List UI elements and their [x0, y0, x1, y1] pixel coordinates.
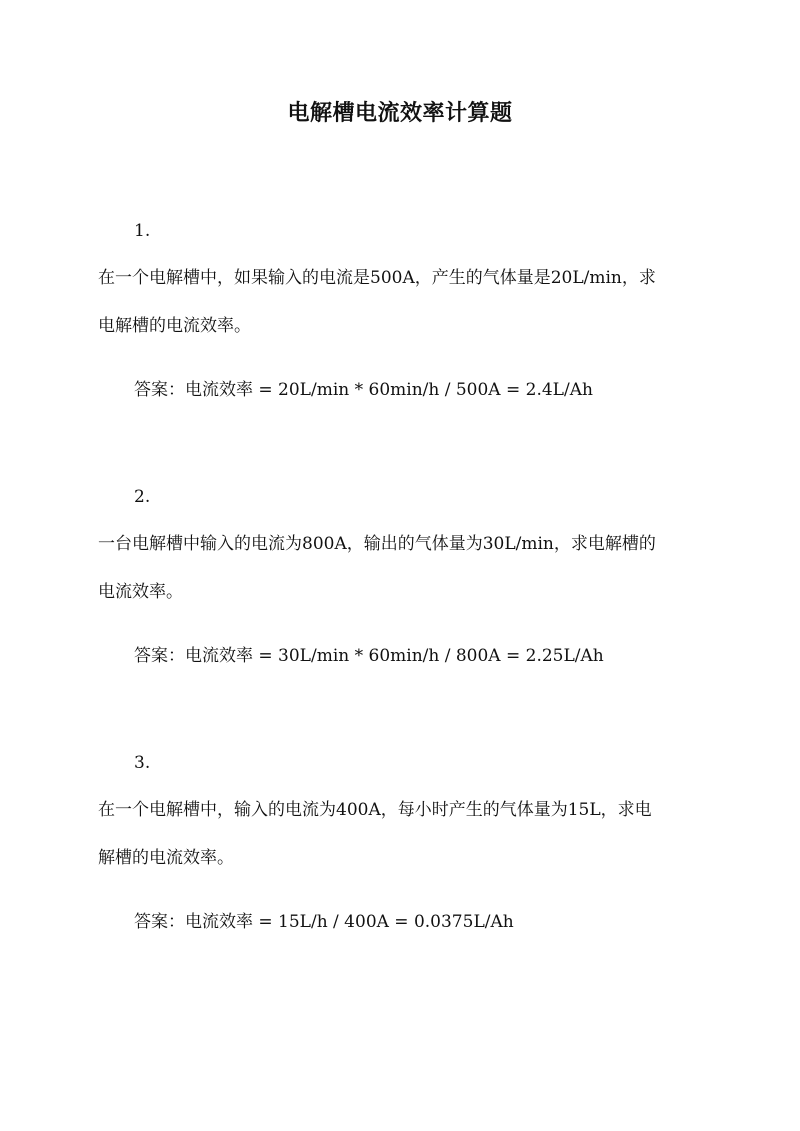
question-line: 解槽的电流效率。	[98, 848, 234, 868]
question-line: 电解槽的电流效率。	[98, 316, 251, 336]
problem-answer: 答案：电流效率 = 15L/h / 400A = 0.0375L/Ah	[134, 912, 514, 932]
question-line: 在一个电解槽中，如果输入的电流是500A，产生的气体量是20L/min，求	[98, 268, 656, 288]
problem-answer: 答案：电流效率 = 20L/min * 60min/h / 500A = 2.4L/Ah	[134, 380, 593, 400]
problem-question	[98, 265, 698, 345]
question-line: 在一个电解槽中，输入的电流为400A，每小时产生的气体量为15L，求电	[98, 800, 652, 820]
problem-number: 1.	[134, 221, 151, 241]
problem-answer: 答案：电流效率 = 30L/min * 60min/h / 800A = 2.25L/Ah	[134, 646, 604, 666]
question-line: 电流效率。	[98, 582, 183, 602]
problem-question	[98, 531, 698, 611]
question-line: 一台电解槽中输入的电流为800A，输出的气体量为30L/min，求电解槽的	[98, 534, 656, 554]
problem-number: 2.	[134, 487, 151, 507]
problem-question	[98, 797, 698, 877]
problem-number: 3.	[134, 753, 151, 773]
page-title: 电解槽电流效率计算题	[287, 100, 513, 126]
